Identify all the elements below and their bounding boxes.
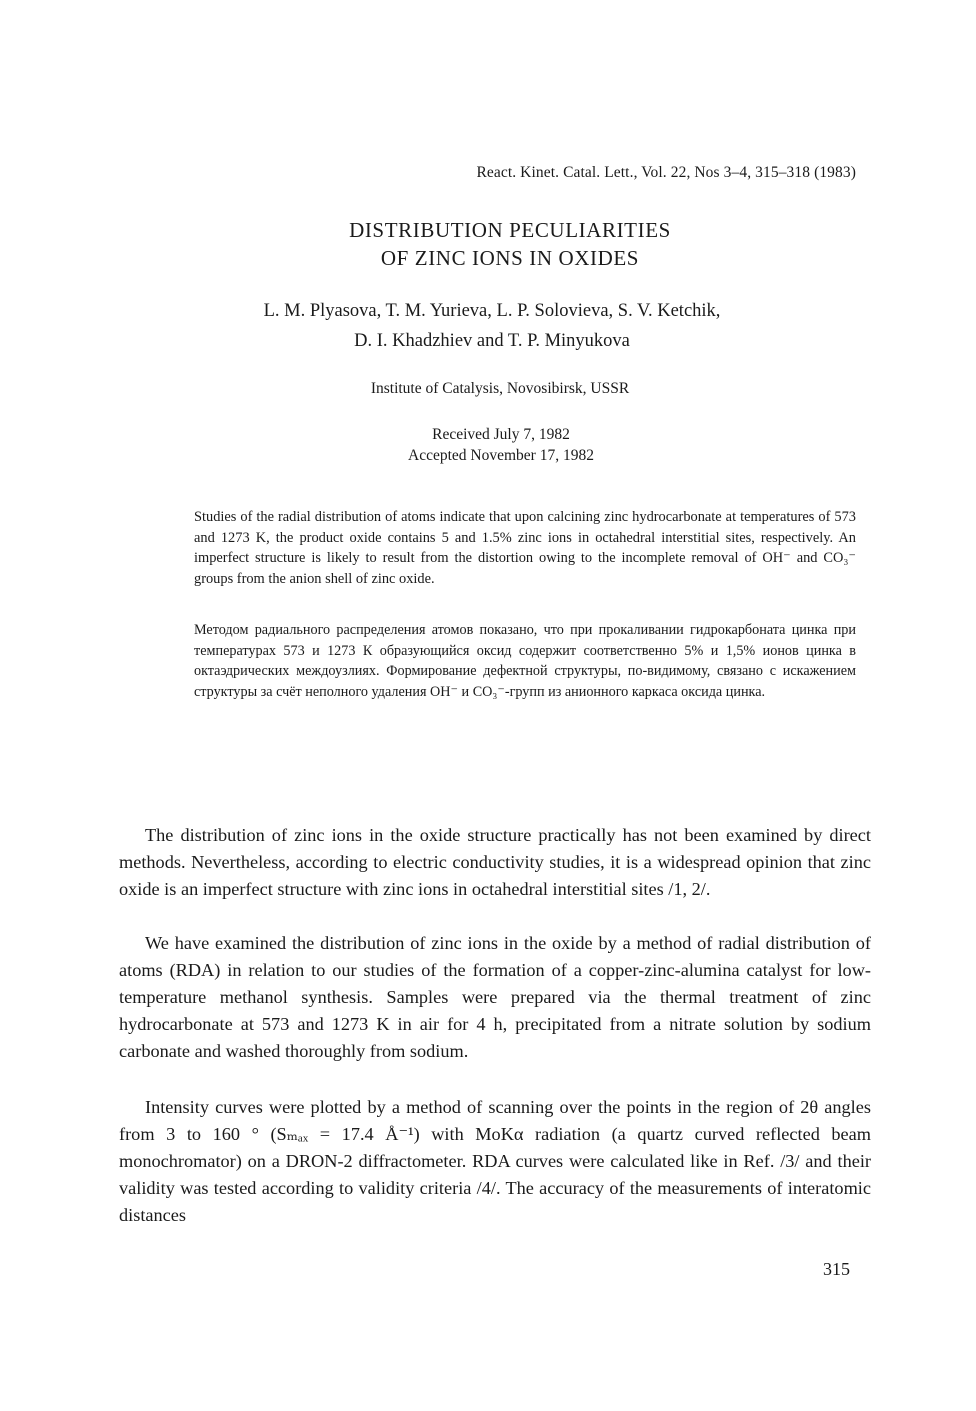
title-line-1: DISTRIBUTION PECULIARITIES [349,218,671,242]
body-section-3 [119,1094,871,1229]
submission-dates [0,424,976,466]
paper-title [0,216,976,272]
body-section-2 [119,930,871,1065]
title-line-2: OF ZINC IONS IN OXIDES [380,246,640,270]
abstract-russian: Методом радиального распределения атомов показано, что при прокаливании гидрокарбоната цинка при температурах 573 и 1273 К образующийся оксид содержит соответственно 5% и 1,5% ионов цинка в октаэдрических междоузлиях. Формирование дефектной структуры, по-видимому, связано с искажением структуры за счёт неполного удаления OH⁻ и CO₃⁻-групп из анионного каркаса оксида цинка. [194,622,856,700]
body-section-1 [119,822,871,903]
body-paragraph-2: We have examined the distribution of zinc ions in the oxide by a method of radial distribution of atoms (RDA) in relation to our studies of the formation of a copper-zinc-alumina catalyst for low-temperature methanol synthesis. Samples were prepared via the thermal treatment of zinc hydrocarbonate at 573 and 1273 K in air for 4 h, precipitated from a nitrate solution by sodium carbonate and washed thoroughly from sodium. [119,933,871,1061]
body-paragraph-1: The distribution of zinc ions in the oxide structure practically has not been examined by direct methods. Nevertheless, according to electric conductivity studies, it is a widespread opinion that zinc oxide is an imperfect structure with zinc ions in octahedral interstitial sites /1, 2/. [119,825,871,899]
authors [0,296,976,356]
page-number: 315 [823,1259,850,1279]
authors-line-1: L. M. Plyasova, T. M. Yurieva, L. P. Solovieva, S. V. Ketchik, [263,301,721,321]
affiliation: Institute of Catalysis, Novosibirsk, USSR [370,380,630,397]
received-date: Received July 7, 1982 [432,426,570,443]
journal-reference: React. Kinet. Catal. Lett., Vol. 22, Nos 3–4, 315–318 (1983) [476,164,856,181]
abstract-english: Studies of the radial distribution of atoms indicate that upon calcining zinc hydrocarbonate at temperatures of 573 and 1273 K, the product oxide contains 5 and 1.5% zinc ions in octahedral interstitial sites, respectively. An imperfect structure is likely to result from the distortion owing to the incomplete removal of OH⁻ and CO₃⁻ groups from the anion shell of zinc oxide. [194,509,856,587]
authors-line-2: D. I. Khadzhiev and T. P. Minyukova [354,331,630,351]
accepted-date: Accepted November 17, 1982 [408,447,594,464]
body-paragraph-3: Intensity curves were plotted by a method of scanning over the points in the region of 2θ angles from 3 to 160 ° (Sₘₐₓ = 17.4 Å⁻¹) with MoKα radiation (a quartz curved reflected beam monochromator) on a DRON-2 diffractometer. RDA curves were calculated like in Ref. /3/ and their validity was tested according to validity criteria /4/. The accuracy of the measurements of interatomic distances [119,1097,871,1225]
